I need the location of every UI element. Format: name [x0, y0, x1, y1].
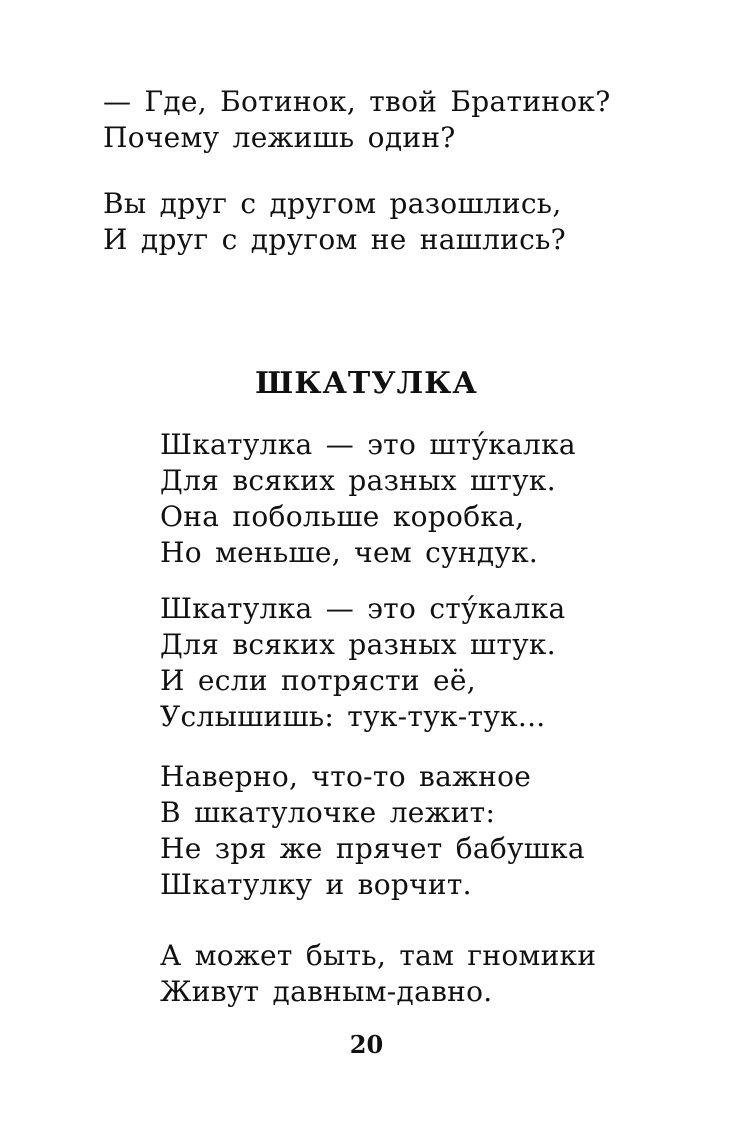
poem-line: И друг с другом не нашлись?: [103, 223, 566, 256]
poem-line: Услышишь: тук-тук-тук...: [160, 700, 546, 733]
previous-poem-stanza-2: [103, 186, 566, 258]
poem-stanza-4: [160, 938, 596, 1010]
poem-line: Не зря же прячет бабушка: [160, 832, 585, 865]
poem-line: Она побольше коробка,: [160, 500, 525, 533]
poem-line: И если потрясти её,: [160, 664, 476, 697]
poem-stanza-3: [160, 759, 585, 903]
previous-poem-stanza-1: [103, 84, 611, 156]
poem-line: Шкатулка — это сту́калка: [160, 592, 566, 625]
poem-line: Живут давным-давно.: [160, 975, 493, 1008]
poem-line: Но меньше, чем сундук.: [160, 536, 539, 569]
poem-line: — Где, Ботинок, твой Братинок?: [103, 85, 611, 118]
poem-stanza-2: [160, 591, 566, 735]
poem-stanza-1: [160, 427, 576, 571]
poem-line: Шкатулку и ворчит.: [160, 868, 472, 901]
poem-title: ШКАТУЛКА: [255, 366, 478, 401]
poem-line: А может быть, там гномики: [160, 939, 597, 972]
poem-line: Наверно, что-то важное: [160, 760, 532, 793]
poem-line: Почему лежишь один?: [103, 121, 456, 154]
poem-line: Для всяких разных штук.: [160, 464, 556, 497]
poem-line: Вы друг с другом разошлись,: [103, 187, 562, 220]
poem-line: Для всяких разных штук.: [160, 628, 556, 661]
page-number: 20: [349, 1030, 384, 1059]
poem-line: В шкатулочке лежит:: [160, 796, 496, 829]
poem-line: Шкатулка — это шту́калка: [160, 428, 576, 461]
